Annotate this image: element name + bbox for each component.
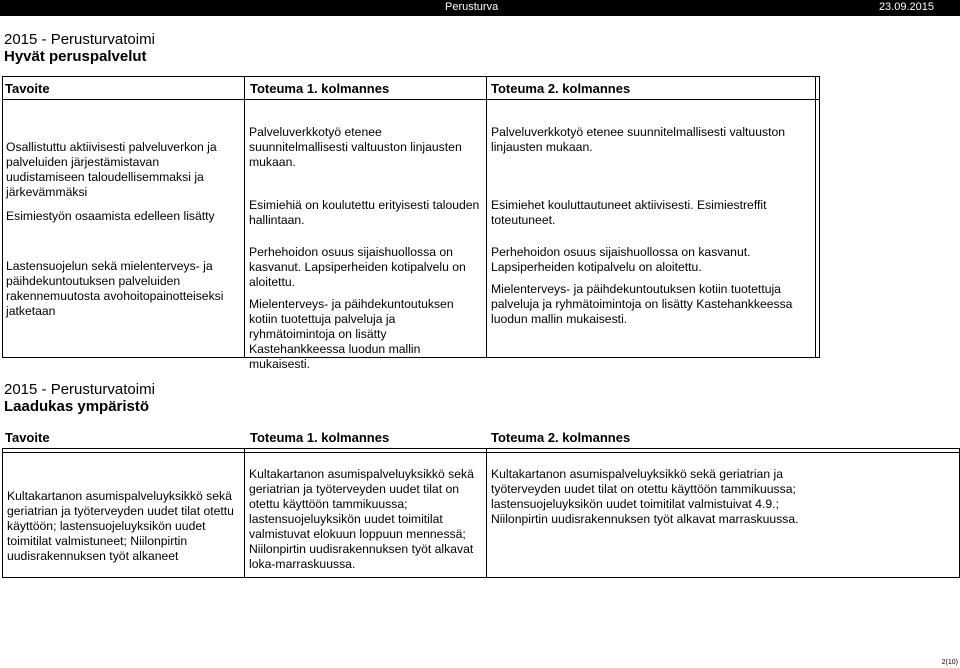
goal-cell: Kultakartanon asumispalveluyksikkö sekä geriatrian ja työterveyden uudet tilat otettu käyttöön; lastensuojeluyksikön uudet toimitilat valmistuneet; Niilonpirtin uudisrakennuksen työt alkaneet: [7, 489, 234, 563]
t2-cell: Palveluverkkotyö etenee suunnitelmallisesti valtuuston linjausten mukaan.: [491, 125, 786, 154]
section1-year-title: 2015 - Perusturvatoimi: [4, 31, 155, 48]
page-header-bar: [0, 0, 960, 16]
page-number: 2(10): [941, 659, 958, 666]
t1-cell: Palveluverkkotyö etenee suunnitelmallisesti valtuuston linjausten mukaan.: [249, 125, 462, 169]
t1-cell: Esimiehiä on koulutettu erityisesti talouden hallintaan.: [249, 198, 480, 227]
goal-cell: Osallistuttu aktiivisesti palveluverkon ja palveluiden järjestämistavan uudistamiseen taloudellisemmaksi ja järkevämmäksi: [6, 140, 217, 199]
section2-subtitle: Laadukas ympäristö: [4, 398, 150, 415]
table-row: [2, 209, 244, 224]
section2-title: [4, 381, 155, 415]
table-row: [245, 125, 486, 177]
table-border: [815, 76, 816, 358]
t2-cell: Kultakartanon asumispalveluyksikkö sekä geriatrian ja työterveyden uudet tilat on otettu käyttöön tammikuussa; lastensuojeluyksikön uudet toimitilat valmistuivat 4.9.; Niilonpirtin uudisrakennuksen työt alkavat marraskuussa.: [491, 467, 799, 526]
t1-cell: Perhehoidon osuus sijaishuollossa on kasvanut. Lapsiperheiden kotipalvelu on aloitettu.: [249, 245, 466, 289]
t2-cell: Mielenterveys- ja päihdekuntoutuksen kotiin tuotettuja palveluja ja ryhmätoimintoja on lisätty Kastehankkeessa luodun mallin mukaisesti.: [491, 282, 793, 326]
header-date: 23.09.2015: [878, 1, 934, 13]
t1-cell: Kultakartanon asumispalveluyksikkö sekä geriatrian ja työterveyden uudet tilat on otettu käyttöön tammikuussa; lastensuojeluyksikön uudet toimitilat valmistuvat elokuun loppuun mennessä; Niilonpirtin uudisrakennuksen työt alkavat loka-marraskuussa.: [249, 467, 474, 571]
goal-cell: Esimiestyön osaamista edelleen lisätty: [6, 209, 215, 223]
table-row: [487, 467, 957, 534]
table-row: [487, 245, 813, 334]
section1-table: [2, 76, 820, 371]
section1-col-goal: Tavoite: [5, 81, 50, 96]
section1-col-t2: Toteuma 2. kolmannes: [491, 81, 631, 96]
section2-header-row: [2, 426, 960, 448]
table-row: [2, 140, 244, 200]
table-border: [819, 76, 820, 358]
table-row: [2, 259, 244, 319]
section1-title: [4, 31, 155, 65]
t1-cell: Mielenterveys- ja päihdekuntoutuksen kotiin tuotettuja palveluja ja ryhmätoimintoja on lisätty Kastehankkeessa luodun mallin mukaisesti.: [249, 297, 454, 371]
table-border: [2, 452, 960, 453]
table-row: [487, 198, 813, 235]
section1-header-row: [2, 76, 820, 100]
section1-col-t1: Toteuma 1. kolmannes: [250, 81, 390, 96]
t2-cell: Esimiehet kouluttautuneet aktiivisesti. Esimiestreffit toteutuneet.: [491, 198, 767, 227]
section2-col-t1: Toteuma 1. kolmannes: [250, 430, 390, 445]
table-row: [487, 125, 813, 162]
section2-col-t2: Toteuma 2. kolmannes: [491, 430, 631, 445]
section2-table: [2, 426, 960, 579]
section1-subtitle: Hyvät peruspalvelut: [4, 48, 147, 65]
section2-col-goal: Tavoite: [5, 430, 50, 445]
t2-cell: Perhehoidon osuus sijaishuollossa on kasvanut. Lapsiperheiden kotipalvelu on aloitettu.: [491, 245, 751, 274]
section2-year-title: 2015 - Perusturvatoimi: [4, 381, 155, 398]
table-border: [2, 448, 960, 449]
table-row: [245, 198, 486, 235]
table-row: [3, 489, 244, 564]
header-center-text: Perusturva: [445, 1, 499, 13]
table-row: [245, 467, 486, 579]
table-row: [245, 245, 486, 379]
goal-cell: Lastensuojelun sekä mielenterveys- ja päihdekuntoutuksen palveluiden rakennemuutosta avohoitopainotteiseksi jatketaan: [6, 259, 224, 318]
